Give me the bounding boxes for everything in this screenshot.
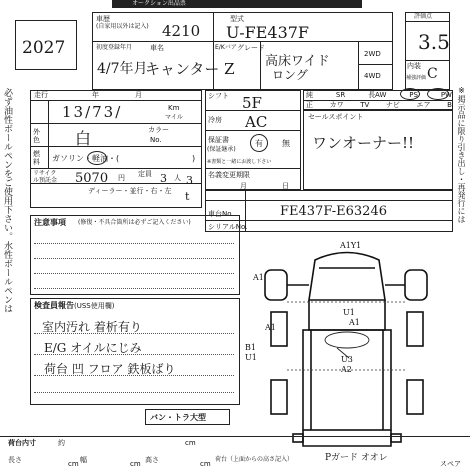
dealer-text: ディーラー・並行・右・左	[88, 187, 172, 195]
cargo-unit: cm	[185, 439, 196, 447]
warranty-yes: 有	[255, 139, 263, 148]
equip-leather: カワ	[329, 101, 344, 109]
ac-label: 冷房	[208, 116, 222, 124]
warranty-sub: (保証継承)	[207, 146, 236, 153]
equip-air: エア	[416, 101, 431, 109]
equipment-row-2	[306, 101, 452, 109]
mileage-value: 13/73/	[62, 103, 123, 121]
front-right-wheel-shape	[407, 312, 423, 346]
inspector-line-2: E/G オイルにじみ	[44, 341, 142, 355]
truck-diagram	[245, 230, 450, 460]
guard-text: Pガード オオレ	[325, 453, 388, 463]
name-value: キャンター Z	[145, 60, 235, 78]
cargo-note: 荷台（上面からの高さ記入）	[215, 456, 294, 463]
first-reg-label: 初度登録年月	[96, 44, 133, 51]
equip-ps-circle	[400, 88, 420, 100]
mileage-unit: Km	[168, 104, 180, 112]
fuel-label: 燃料	[33, 150, 40, 166]
body-no-label: 車台No.	[208, 210, 234, 218]
model-label-sub: (自家用以外は記入)	[96, 23, 149, 30]
warranty-note: ※書類と一緒にお渡し下さい	[207, 159, 272, 165]
mark-cab-2: A1	[349, 318, 360, 327]
mark-floor-2: A2	[341, 365, 352, 374]
fuel-close: )	[192, 154, 196, 163]
serial-label: シリアルNo.	[208, 223, 248, 231]
drive-4wd: 4WD	[364, 72, 381, 80]
mark-left-side: B1	[245, 343, 256, 352]
mileage-month: 月	[135, 91, 142, 99]
mark-floor-1: U3	[341, 355, 353, 364]
ac-value: AC	[245, 113, 268, 131]
interior-value: C	[427, 66, 438, 82]
fuel-value: ガソリン・軽油・(	[52, 154, 120, 163]
shift-label: シフト	[208, 92, 229, 100]
drive-2wd: 2WD	[364, 50, 381, 58]
inspector-line-3: 荷台 凹 フロア 鉄板ばり	[44, 362, 176, 376]
owner-change-month: 月	[240, 182, 247, 190]
recycle-value: 5070	[75, 171, 109, 186]
recycle-label: リサイクル預託金	[33, 170, 58, 184]
equip-jun: 純	[306, 91, 313, 99]
drive-label: E/Kバア	[215, 44, 237, 51]
header-title-box: オークション出品票	[112, 0, 362, 8]
caution-box	[30, 215, 240, 295]
cargo-label: 荷台内寸	[8, 439, 36, 447]
recycle-unit: 円	[118, 174, 125, 182]
color-value: 白	[75, 129, 92, 148]
height-label: 高さ	[145, 456, 159, 464]
cargo-length: 約	[58, 439, 65, 447]
inspector-line-1: 室内汚れ 着析有り	[42, 320, 142, 334]
color-label: 外色	[33, 128, 40, 144]
type-label: 型式	[230, 15, 244, 23]
inspector-sub: (USS使用欄)	[74, 302, 115, 310]
height-unit: cm	[200, 460, 211, 468]
sales-point-value: ワンオーナー!!	[312, 134, 415, 152]
mark-top: A1Y1	[340, 241, 362, 250]
sales-point-label: セールスポイント	[308, 113, 364, 121]
model-value: 4210	[162, 22, 201, 40]
mileage-label: 走行	[34, 91, 48, 99]
spare-label: スペア	[440, 460, 461, 468]
body-no-value: FE437F-E63246	[280, 204, 387, 219]
doors-value: 3	[186, 174, 193, 187]
caution-label: 注意事項	[34, 218, 66, 227]
equip-pw: PW	[440, 91, 452, 99]
mark-left-side-2: U1	[245, 353, 257, 362]
interior-sub: 補強評価	[406, 75, 427, 81]
equip-aw: 長AW	[368, 91, 387, 99]
equip-b: B	[447, 101, 452, 109]
mileage-unit2: マイル	[165, 114, 183, 121]
equip-navi: ナビ	[385, 101, 400, 109]
owner-change-label: 名義変更期限	[208, 171, 250, 179]
damage-mark-circle	[325, 332, 369, 348]
lot-number-box	[15, 20, 77, 70]
equip-tv: TV	[360, 101, 370, 109]
capacity-unit: 人	[174, 174, 181, 182]
fuel-selection-circle	[87, 151, 107, 165]
score-label: 評価点	[414, 13, 433, 20]
mark-cab: U1	[343, 308, 355, 317]
length-label: 長さ	[8, 456, 22, 464]
vehicle-type-badge	[145, 409, 230, 425]
mark-left-mirror: A1	[253, 273, 264, 282]
lot-number: 2027	[22, 38, 66, 58]
right-side-note: ※掲示品に限り引き出し・再発行には	[457, 86, 466, 223]
color-code-label: カラー	[148, 126, 169, 134]
capacity-label: 定員	[138, 170, 152, 178]
left-mirror-shape	[265, 270, 287, 300]
cab-top-outline	[309, 253, 385, 301]
doors-unit: t	[185, 190, 190, 203]
vehicle-type-label: バン・トラ大型	[150, 413, 206, 422]
mileage-year: 年	[92, 91, 99, 99]
side-instruction-text: 必ず油性ボールペンをご使用下さい。水性ボールペンは	[2, 88, 12, 313]
name-label: 車名	[150, 44, 164, 52]
warranty-no: 無	[282, 139, 290, 148]
inspector-label: 検査員報告	[34, 301, 74, 310]
score-value: 3.5	[418, 30, 450, 54]
first-reg-value: 4/7年月	[97, 61, 148, 77]
caution-sub: (修復・不具合箇所は必ずご記入ください)	[78, 219, 191, 226]
grade-label: グレード	[237, 44, 265, 52]
equip-pw-circle	[427, 88, 449, 100]
equip-sei: 正	[306, 101, 313, 109]
owner-change-day: 日	[282, 182, 289, 190]
width-label: 幅	[80, 456, 87, 464]
rear-right-wheel-shape	[407, 380, 423, 414]
equip-ps: PS	[409, 91, 418, 99]
capacity-value: 3	[160, 172, 167, 185]
cargo-body-outline	[303, 330, 391, 430]
mark-left-door: A1	[265, 323, 276, 332]
width-unit: cm	[130, 460, 141, 468]
grade-value-2: ロング	[272, 68, 308, 82]
rear-left-wheel-shape	[271, 380, 287, 414]
color-code: No.	[150, 136, 162, 144]
footer	[0, 436, 470, 470]
warranty-label: 保証書	[208, 136, 229, 144]
grade-value-1: 高床ワイド	[265, 54, 330, 69]
length-unit: cm	[68, 460, 79, 468]
type-value: U-FE437F	[226, 23, 310, 42]
header-strip	[112, 0, 362, 10]
right-mirror-shape	[405, 270, 427, 300]
equip-sr: SR	[335, 91, 346, 99]
interior-label: 内装	[407, 62, 421, 70]
model-label: 車歴	[96, 15, 110, 23]
shift-value: 5F	[242, 94, 262, 112]
